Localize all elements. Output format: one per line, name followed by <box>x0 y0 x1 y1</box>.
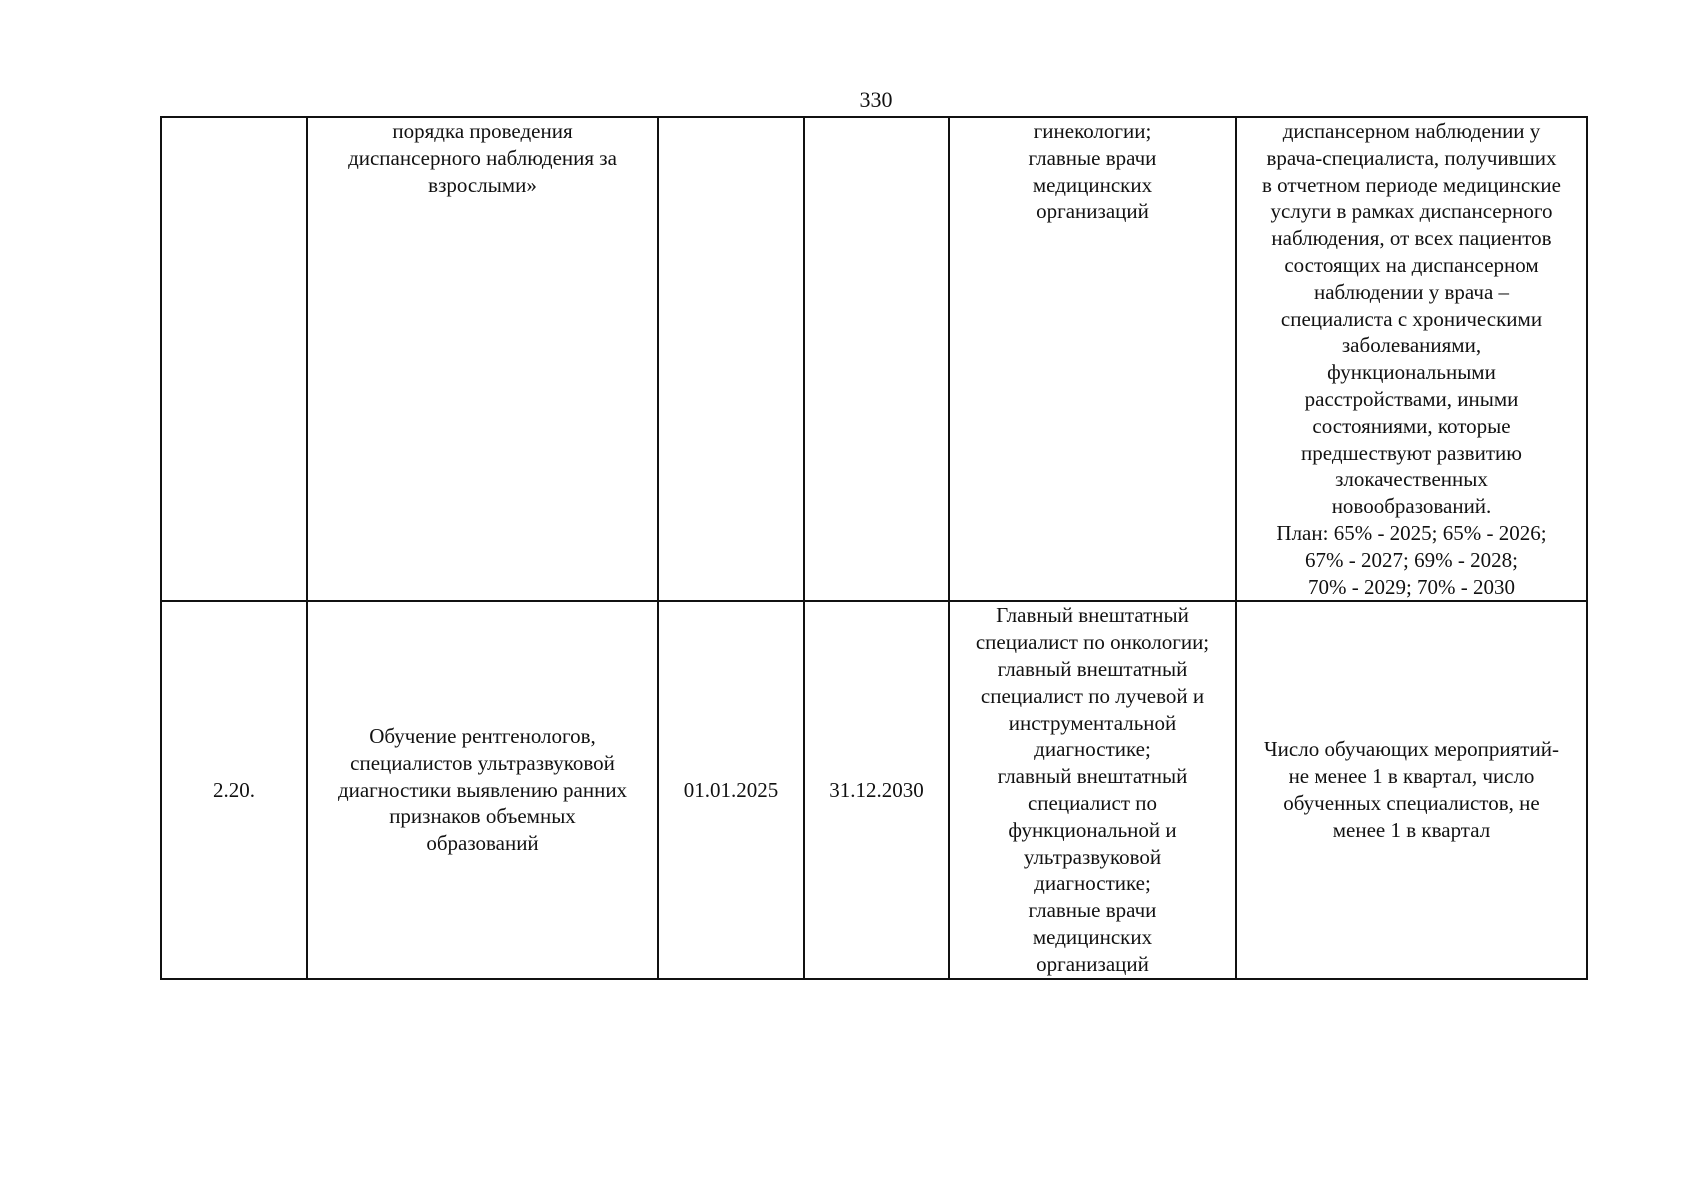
cell-indicator: диспансерном наблюдении у врача-специалиста, получивших в отчетном периоде медицинские услуги в рамках диспансерного наблюдения, от всех пациентов состоящих на диспансерном наблюдении у врача – специалиста с хроническими заболеваниями, функциональными расстройствами, иными состояниями, которые предшествуют развитию злокачественных новообразований. План: 65% - 2025; 65% - 2026; 67% - 2027; 69% - 2028; 70% - 2029; 70% - 2030 <box>1236 117 1587 601</box>
cell-event: порядка проведения диспансерного наблюдения за взрослыми» <box>307 117 658 601</box>
cell-end-date: 31.12.2030 <box>804 601 949 978</box>
measures-table <box>160 116 1588 980</box>
cell-indicator: Число обучающих мероприятий- не менее 1 в квартал, число обученных специалистов, не менее 1 в квартал <box>1236 601 1587 978</box>
cell-start-date: 01.01.2025 <box>658 601 804 978</box>
cell-responsible: гинекологии; главные врачи медицинских организаций <box>949 117 1236 601</box>
table-row <box>161 601 1587 978</box>
page-number: 330 <box>859 87 893 112</box>
cell-start-date <box>658 117 804 601</box>
cell-event: Обучение рентгенологов, специалистов ультразвуковой диагностики выявлению ранних признаков объемных образований <box>307 601 658 978</box>
cell-end-date <box>804 117 949 601</box>
cell-responsible: Главный внештатный специалист по онкологии; главный внештатный специалист по лучевой и инструментальной диагностике; главный внештатный специалист по функциональной и ультразвуковой диагностике; главные врачи медицинских организаций <box>949 601 1236 978</box>
cell-number: 2.20. <box>161 601 307 978</box>
cell-number <box>161 117 307 601</box>
table-row <box>161 117 1587 601</box>
